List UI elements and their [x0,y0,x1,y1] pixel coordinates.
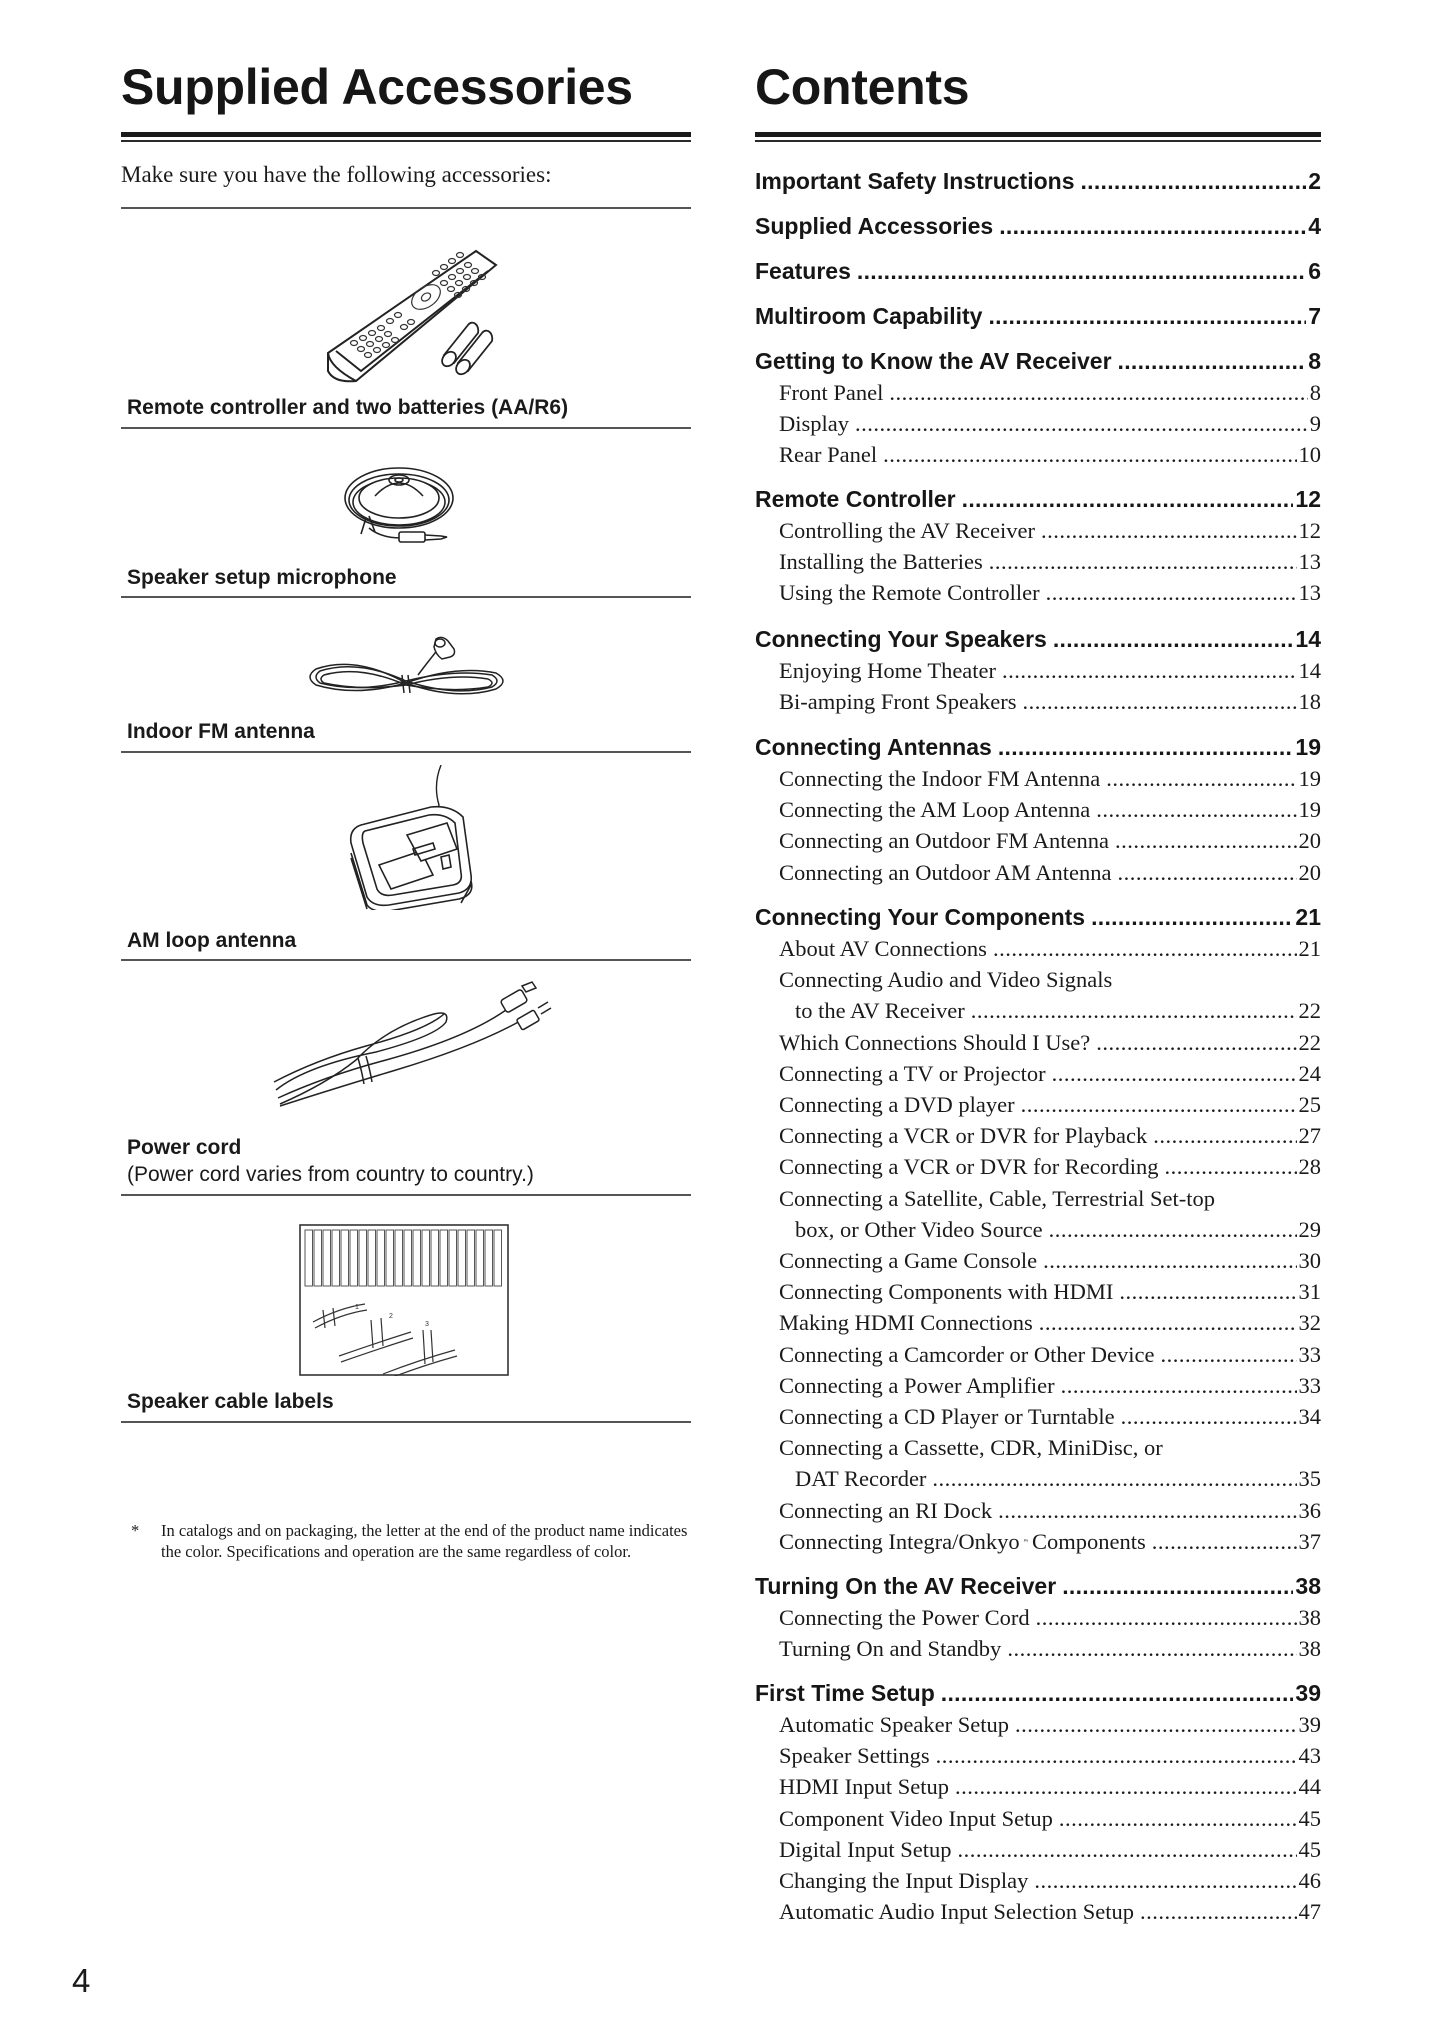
toc-item[interactable] [779,1837,1321,1863]
toc-item[interactable] [779,797,1321,823]
toc-page-number: 28 [1298,1154,1321,1180]
dot-leader [999,213,1306,240]
toc-page-number: 25 [1298,1092,1321,1117]
toc-page-number: 32 [1298,1310,1321,1336]
toc-item[interactable] [779,411,1321,437]
toc-item[interactable] [779,1868,1321,1894]
dot-leader [1059,1806,1297,1832]
toc-page-number: 6 [1308,258,1321,284]
dot-leader [962,486,1294,513]
toc-item-title: HDMI Input Setup [779,1774,949,1800]
dot-leader [988,303,1306,330]
toc-item-title: Connecting the Power Cord [779,1605,1030,1630]
dot-leader [1115,828,1297,854]
dot-leader [1015,1712,1297,1738]
toc-page-number: 38 [1298,1605,1321,1630]
toc-item[interactable] [779,1092,1321,1118]
toc-item[interactable] [779,518,1321,544]
toc-item-title: Connecting a TV or Projector [779,1060,1046,1086]
divider [121,959,691,961]
toc-page-number: 44 [1298,1774,1321,1800]
toc-item-title: Connecting a VCR or DVR for Playback [779,1123,1148,1149]
label-strip [341,1230,349,1286]
toc-item[interactable] [779,1373,1321,1399]
dot-leader [1049,1217,1297,1243]
toc-page-number: 22 [1298,998,1321,1024]
dot-leader [1106,766,1296,792]
dot-leader [1021,1092,1297,1118]
accessory-label-microphone: Speaker setup microphone [127,566,397,589]
toc-page-number: 46 [1298,1868,1321,1893]
toc-page-number: 14 [1295,626,1321,652]
toc-section[interactable] [755,348,1321,375]
toc-page-number: 18 [1298,689,1321,715]
toc-item[interactable] [779,936,1321,962]
divider [121,427,691,429]
toc-section[interactable] [755,1680,1321,1707]
toc-item[interactable] [779,1529,1321,1555]
toc-item-title: Connecting a Camcorder or Other Device [779,1341,1155,1367]
footnote [121,1520,691,1562]
toc-page-number: 21 [1295,904,1321,930]
dot-leader [883,442,1296,468]
toc-item[interactable] [779,1806,1321,1832]
toc-page-number: 38 [1298,1636,1321,1662]
svg-text:3: 3 [425,1321,429,1328]
toc-section[interactable] [755,626,1321,653]
accessory-label-speaker-cable-labels: Speaker cable labels [127,1390,334,1413]
toc-item[interactable] [779,1061,1321,1087]
toc-section[interactable] [755,1573,1321,1600]
toc-page-number: 22 [1298,1029,1321,1055]
toc-item-title: Connecting a CD Player or Turntable [779,1404,1115,1429]
dot-leader [955,1774,1297,1800]
dot-leader [1140,1899,1297,1925]
svg-text:2: 2 [389,1313,393,1320]
toc-page-number: 4 [1308,213,1321,239]
toc-item-title: Component Video Input Setup [779,1805,1053,1831]
dot-leader [1119,1279,1296,1305]
toc-item[interactable] [779,1030,1321,1056]
fm-antenna-icon [306,635,516,715]
toc-item[interactable] [779,1404,1321,1430]
power-cord-icon [266,980,556,1115]
toc-page-number: 36 [1298,1497,1321,1523]
toc-item-title: Making HDMI Connections [779,1310,1033,1336]
label-strip [476,1230,484,1286]
label-strip [404,1230,412,1286]
toc-item-title: Which Connections Should I Use? [779,1029,1091,1055]
toc-item[interactable] [795,998,1321,1024]
dot-leader [1165,1154,1297,1180]
toc-section[interactable] [755,486,1321,513]
label-strip [386,1230,394,1286]
toc-item-title: Connecting Integra/Onkyo [779,1528,1020,1554]
toc-item-title: Connecting a Power Amplifier [779,1372,1055,1398]
page-number: 4 [72,1962,91,1999]
toc-page-number: 45 [1298,1836,1321,1862]
label-strip [431,1230,439,1286]
toc-item[interactable] [779,1248,1321,1274]
label-strip [440,1230,448,1286]
toc-section-title: Connecting Your Components [755,904,1086,930]
dot-leader [993,936,1297,962]
toc-page-number: 33 [1298,1341,1321,1367]
dot-leader [932,1466,1296,1492]
dot-leader [1117,860,1296,886]
toc-item-title: Connecting a DVD player [779,1092,1015,1117]
toc-page-number: 2 [1308,168,1321,194]
toc-page-number: 13 [1298,580,1321,606]
toc-section-title: Connecting Antennas [755,734,992,760]
toc-page-number: 39 [1298,1712,1321,1737]
toc-item-title: Connecting the AM Loop Antenna [779,797,1091,823]
toc-page-number: 30 [1298,1248,1321,1273]
supplied-accessories-title: Supplied Accessories [121,59,633,115]
dot-leader [941,1680,1294,1707]
toc-item-title: Automatic Audio Input Selection Setup [779,1899,1134,1925]
label-strip [422,1230,430,1286]
toc-item[interactable] [779,766,1321,792]
toc-item[interactable] [779,1342,1321,1368]
dot-leader [1022,689,1296,715]
dot-leader [1039,1310,1297,1336]
dot-leader [989,549,1297,575]
toc-item[interactable] [779,689,1321,715]
label-strip [359,1230,367,1286]
toc-section-title: Supplied Accessories [755,213,994,239]
toc-item-title: Connecting Components with HDMI [779,1279,1114,1305]
dot-leader [1118,348,1307,375]
toc-item-title: Changing the Input Display [779,1868,1029,1893]
toc-section-title: Multiroom Capability [755,303,983,329]
dot-leader [1121,1404,1297,1430]
dot-leader [1080,168,1306,195]
toc-item[interactable] [779,1498,1321,1524]
toc-item[interactable] [779,828,1321,854]
label-strip [494,1230,502,1286]
toc-section-title: Connecting Your Speakers [755,626,1047,652]
toc-item[interactable] [779,380,1321,406]
toc-item[interactable] [779,549,1321,575]
label-strip [323,1230,331,1286]
toc-item-title: Connecting an RI Dock [779,1497,993,1523]
toc-item-title: Turning On and Standby [779,1636,1002,1662]
toc-item-title: Display [779,411,849,437]
toc-section[interactable] [755,213,1321,240]
toc-item[interactable] [779,1636,1321,1662]
footnote-text: In catalogs and on packaging, the letter at the end of the product name indicates the color. Specifications and operation are the same regardless of color. [161,1521,688,1561]
toc-page-number: 31 [1298,1279,1321,1305]
divider [121,596,691,598]
toc-item-title: Connecting an Outdoor FM Antenna [779,828,1109,854]
toc-section[interactable] [755,258,1321,285]
intro-text: Make sure you have the following accessories: [121,162,552,187]
toc-item[interactable] [779,1774,1321,1800]
dot-leader [1152,1529,1297,1555]
toc-page-number: 8 [1309,380,1321,405]
toc-page-number: 12 [1295,486,1321,512]
toc-section-title: Turning On the AV Receiver [755,1573,1057,1599]
toc-item[interactable] [779,860,1321,886]
dot-leader [1034,1868,1296,1894]
label-strip [332,1230,340,1286]
toc-item-title: Enjoying Home Theater [779,658,997,683]
dot-leader [1062,1573,1293,1600]
accessory-label-am-antenna: AM loop antenna [127,929,297,952]
toc-item[interactable] [779,1743,1321,1769]
toc-page-number: 14 [1298,658,1321,683]
dot-leader [1153,1123,1296,1149]
dot-leader [971,998,1297,1024]
toc-item-title: Digital Input Setup [779,1836,952,1862]
footnote-marker: * [131,1521,140,1540]
accessory-label-fm-antenna: Indoor FM antenna [127,720,315,743]
toc-page-number: 10 [1298,442,1321,468]
toc-item[interactable] [779,442,1321,468]
toc-item[interactable] [779,1605,1321,1631]
title-rule-thick [755,132,1321,137]
dot-leader [1096,797,1296,823]
toc-page-number: 12 [1298,518,1321,543]
label-strip [458,1230,466,1286]
title-rule-thin [121,140,691,142]
toc-item-title: Connecting the Indoor FM Antenna [779,766,1101,791]
toc-item-title: Rear Panel [779,442,878,468]
toc-page-number: 43 [1298,1743,1321,1769]
label-strip [314,1230,322,1286]
toc-item-title: Bi-amping Front Speakers [779,689,1017,715]
toc-item-title: Speaker Settings [779,1743,930,1769]
toc-item[interactable] [779,1154,1321,1180]
toc-item[interactable] [779,1279,1321,1305]
toc-page-number: 24 [1298,1060,1321,1086]
toc-item-title: Installing the Batteries [779,549,983,575]
toc-section-title: Remote Controller [755,486,956,512]
toc-item-continuation: DAT Recorder [795,1466,927,1492]
ri-logo-icon [1024,1532,1028,1549]
toc-item[interactable] [795,1217,1321,1243]
toc-section[interactable] [755,904,1321,931]
accessory-label-remote: Remote controller and two batteries (AA/R6) [127,396,569,419]
dot-leader [1053,626,1294,653]
toc-page-number: 19 [1298,797,1321,823]
toc-item-title: Connecting a VCR or DVR for Recording [779,1154,1159,1180]
toc-section[interactable] [755,303,1321,330]
dot-leader [1007,1636,1296,1662]
dot-leader [855,411,1308,437]
toc-page-number: 20 [1298,828,1321,854]
dot-leader [1046,580,1297,606]
dot-leader [958,1837,1297,1863]
toc-item-title: Connecting an Outdoor AM Antenna [779,859,1112,885]
toc-page-number: 9 [1309,411,1321,437]
toc-item-title: Front Panel [779,380,884,405]
dot-leader [998,734,1294,761]
toc-section[interactable] [755,734,1321,761]
dot-leader [1091,904,1293,931]
title-rule-thick [121,132,691,137]
dot-leader [998,1498,1296,1524]
label-strip [377,1230,385,1286]
toc-item-title-line[interactable]: Connecting a Satellite, Cable, Terrestrial Set-top [779,1185,1216,1211]
toc-section-title: First Time Setup [755,1680,935,1706]
divider [121,751,691,753]
toc-section-title: Features [755,258,851,284]
dot-leader [857,258,1306,285]
toc-page-number: 37 [1298,1528,1321,1554]
dot-leader [1043,1248,1296,1274]
toc-page-number: 21 [1298,936,1321,961]
toc-item[interactable] [779,1899,1321,1925]
toc-item-title: Using the Remote Controller [779,580,1040,606]
toc-item[interactable] [779,1712,1321,1738]
label-strip [350,1230,358,1286]
label-strip [449,1230,457,1286]
toc-item[interactable] [779,1310,1321,1336]
toc-page-number: 19 [1298,766,1321,791]
toc-page-number: 34 [1298,1404,1321,1429]
dot-leader [1041,518,1296,544]
dot-leader [936,1743,1297,1769]
microphone-icon [341,458,471,558]
contents-title: Contents [755,59,970,115]
toc-item-title: Automatic Speaker Setup [779,1712,1009,1737]
speaker-cable-labels-icon [299,1224,509,1376]
toc-section[interactable] [755,168,1321,195]
title-rule-thin [755,140,1321,142]
toc-page-number: 47 [1298,1899,1321,1925]
toc-page-number: 33 [1298,1372,1321,1398]
toc-page-number: 39 [1295,1680,1321,1706]
label-strip [395,1230,403,1286]
label-strip [368,1230,376,1286]
toc-page-number: 29 [1298,1216,1321,1242]
toc-page-number: 45 [1298,1805,1321,1831]
label-strip [305,1230,313,1286]
dot-leader [1096,1030,1296,1056]
toc-item-title-line[interactable]: Connecting Audio and Video Signals [779,967,1113,993]
toc-item-continuation: to the AV Receiver [795,998,965,1024]
label-strip [485,1230,493,1286]
toc-page-number: 35 [1298,1466,1321,1492]
toc-item-title-after: Components [1032,1528,1146,1554]
accessory-note-power-cord: (Power cord varies from country to country.) [127,1163,534,1186]
toc-page-number: 7 [1308,303,1321,329]
accessory-label-power-cord: Power cord [127,1136,242,1159]
dot-leader [1061,1373,1297,1399]
remote-controller-icon [316,243,536,388]
toc-item-title-line[interactable]: Connecting a Cassette, CDR, MiniDisc, or [779,1435,1163,1461]
am-loop-antenna-icon [321,765,511,910]
divider [121,1421,691,1423]
toc-item[interactable] [795,1466,1321,1492]
toc-page-number: 13 [1298,549,1321,575]
dot-leader [1036,1605,1297,1631]
toc-item-title: About AV Connections [779,936,987,961]
toc-section-title: Important Safety Instructions [755,168,1075,194]
toc-item-continuation: box, or Other Video Source [795,1216,1043,1242]
toc-page-number: 19 [1295,734,1321,760]
dot-leader [1160,1342,1296,1368]
dot-leader [1052,1061,1297,1087]
toc-section-title: Getting to Know the AV Receiver [755,348,1112,374]
label-strip [467,1230,475,1286]
label-strip [413,1230,421,1286]
divider [121,207,691,209]
toc-page-number: 20 [1298,859,1321,885]
svg-text:1: 1 [355,1304,359,1311]
toc-item-title: Connecting a Game Console [779,1248,1038,1273]
toc-item[interactable] [779,1123,1321,1149]
toc-item[interactable] [779,580,1321,606]
divider [121,1194,691,1196]
dot-leader [1002,658,1296,684]
toc-item[interactable] [779,658,1321,684]
toc-page-number: 8 [1308,348,1321,374]
dot-leader [889,380,1307,406]
toc-page-number: 38 [1295,1573,1321,1599]
toc-page-number: 27 [1298,1123,1321,1149]
toc-item-title: Controlling the AV Receiver [779,518,1036,543]
